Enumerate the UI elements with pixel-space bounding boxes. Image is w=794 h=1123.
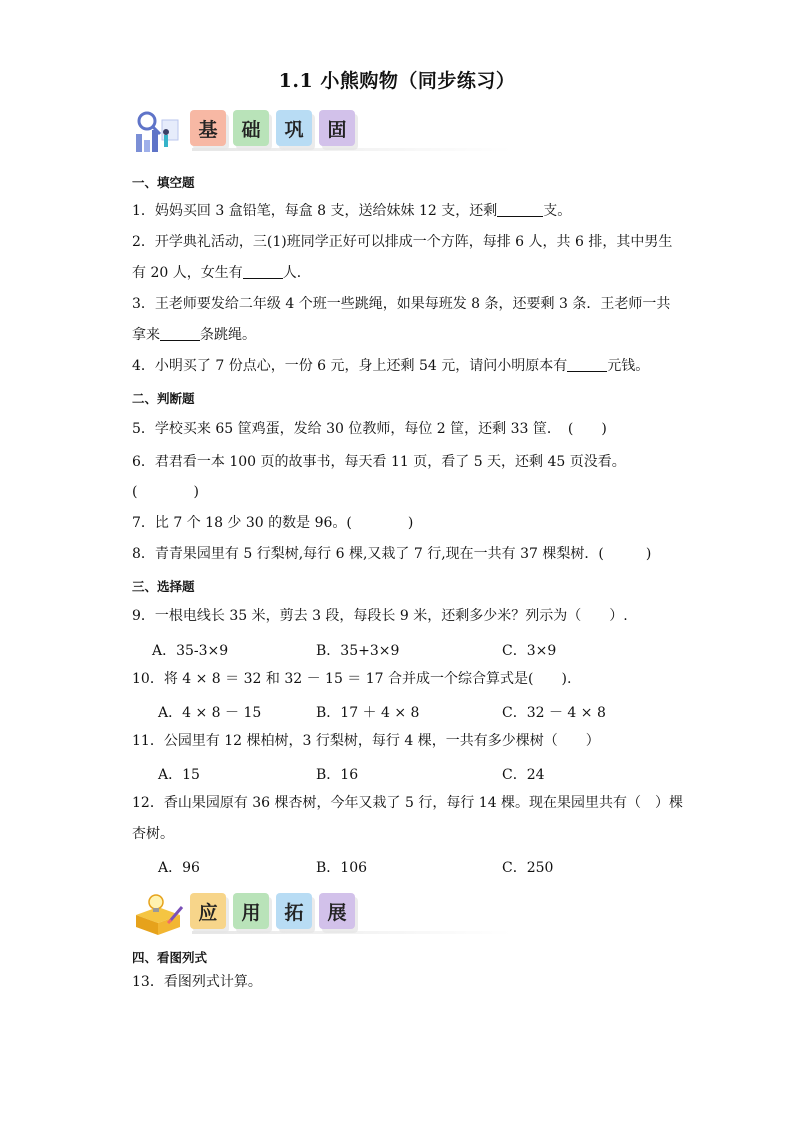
answer-blank[interactable]	[567, 356, 607, 372]
banner1-tile-3: 巩	[276, 110, 312, 146]
banner-application-extension	[132, 893, 362, 937]
question-5: 5．学校买来 65 筐鸡蛋，发给 30 位教师，每位 2 筐，还剩 33 筐． ( )	[132, 421, 607, 437]
question-9: 9．一根电线长 35 米，剪去 3 段，每段长 9 米，还剩多少米？列示为（ ）.	[132, 608, 628, 624]
question-8: 8．青青果园里有 5 行梨树,每行 6 棵,又栽了 7 行,现在一共有 37 棵梨树．( )	[132, 546, 652, 562]
question-10: 10．将 4 × 8 ＝ 32 和 32 － 15 ＝ 17 合并成一个综合算式是( ).	[132, 671, 572, 687]
question-3-line-1: 3．王老师要发给二年级 4 个班一些跳绳，如果每班发 8 条，还要剩 3 条．王老师一共	[132, 296, 671, 312]
option-a[interactable]: A．96	[158, 860, 200, 876]
question-6-answer-paren[interactable]: ( )	[132, 484, 199, 500]
banner2-tile-3: 拓	[276, 893, 312, 929]
option-a[interactable]: A．4 × 8 － 15	[158, 705, 262, 721]
banner-basic-consolidation	[132, 110, 362, 154]
section-true-false: 二、判断题	[132, 391, 195, 406]
section-picture-equation: 四、看图列式	[132, 950, 208, 965]
banner2-tile-1: 应	[190, 893, 226, 929]
option-c[interactable]: C．3×9	[502, 643, 557, 659]
banner2-underline	[192, 931, 512, 934]
banner1-tile-2: 础	[233, 110, 269, 146]
answer-blank[interactable]	[497, 201, 543, 217]
answer-blank[interactable]	[160, 325, 200, 341]
section-multiple-choice: 三、选择题	[132, 579, 195, 594]
option-a[interactable]: A．35-3×9	[152, 643, 229, 659]
question-11: 11．公园里有 12 棵柏树，3 行梨树，每行 4 棵，一共有多少棵树（ ）	[132, 733, 600, 749]
option-c[interactable]: C．24	[502, 767, 545, 783]
banner1-tile-4: 固	[319, 110, 355, 146]
banner2-tile-2: 用	[233, 893, 269, 929]
question-7: 7．比 7 个 18 少 30 的数是 96。( )	[132, 515, 414, 531]
option-a[interactable]: A．15	[158, 767, 200, 783]
question-12-line-1: 12．香山果园原有 36 棵杏树，今年又栽了 5 行，每行 14 棵。现在果园里共有（ ）棵	[132, 795, 684, 811]
magnifier-chart-icon	[132, 110, 184, 154]
banner2-tile-4: 展	[319, 893, 355, 929]
question-6-line-1: 6．君君看一本 100 页的故事书，每天看 11 页，看了 5 天，还剩 45 页没看。	[132, 454, 626, 470]
option-c[interactable]: C．32 － 4 × 8	[502, 705, 606, 721]
banner1-tile-1: 基	[190, 110, 226, 146]
option-b[interactable]: B．16	[316, 767, 359, 783]
question-13: 13．看图列式计算。	[132, 974, 262, 990]
section-fill-blank: 一、填空题	[132, 175, 195, 190]
lightbulb-box-icon	[132, 893, 184, 937]
question-1: 1．妈妈买回 3 盒铅笔，每盒 8 支，送给妹妹 12 支，还剩 支。	[132, 203, 572, 219]
banner1-underline	[192, 148, 512, 151]
question-4: 4．小明买了 7 份点心，一份 6 元，身上还剩 54 元，请问小明原本有 元钱。	[132, 358, 650, 374]
option-b[interactable]: B．35+3×9	[316, 643, 400, 659]
question-3-line-2: 拿来 条跳绳。	[132, 327, 256, 343]
question-12-line-2: 杏树。	[132, 826, 174, 842]
page-title: 1.1 小熊购物（同步练习）	[278, 70, 516, 92]
option-c[interactable]: C．250	[502, 860, 554, 876]
option-b[interactable]: B．106	[316, 860, 368, 876]
question-2-line-2: 有 20 人，女生有 人．	[132, 265, 311, 281]
question-2-line-1: 2．开学典礼活动，三(1)班同学正好可以排成一个方阵，每排 6 人，共 6 排，其中男生	[132, 234, 673, 250]
option-b[interactable]: B．17 ＋ 4 × 8	[316, 705, 420, 721]
answer-blank[interactable]	[243, 263, 283, 279]
